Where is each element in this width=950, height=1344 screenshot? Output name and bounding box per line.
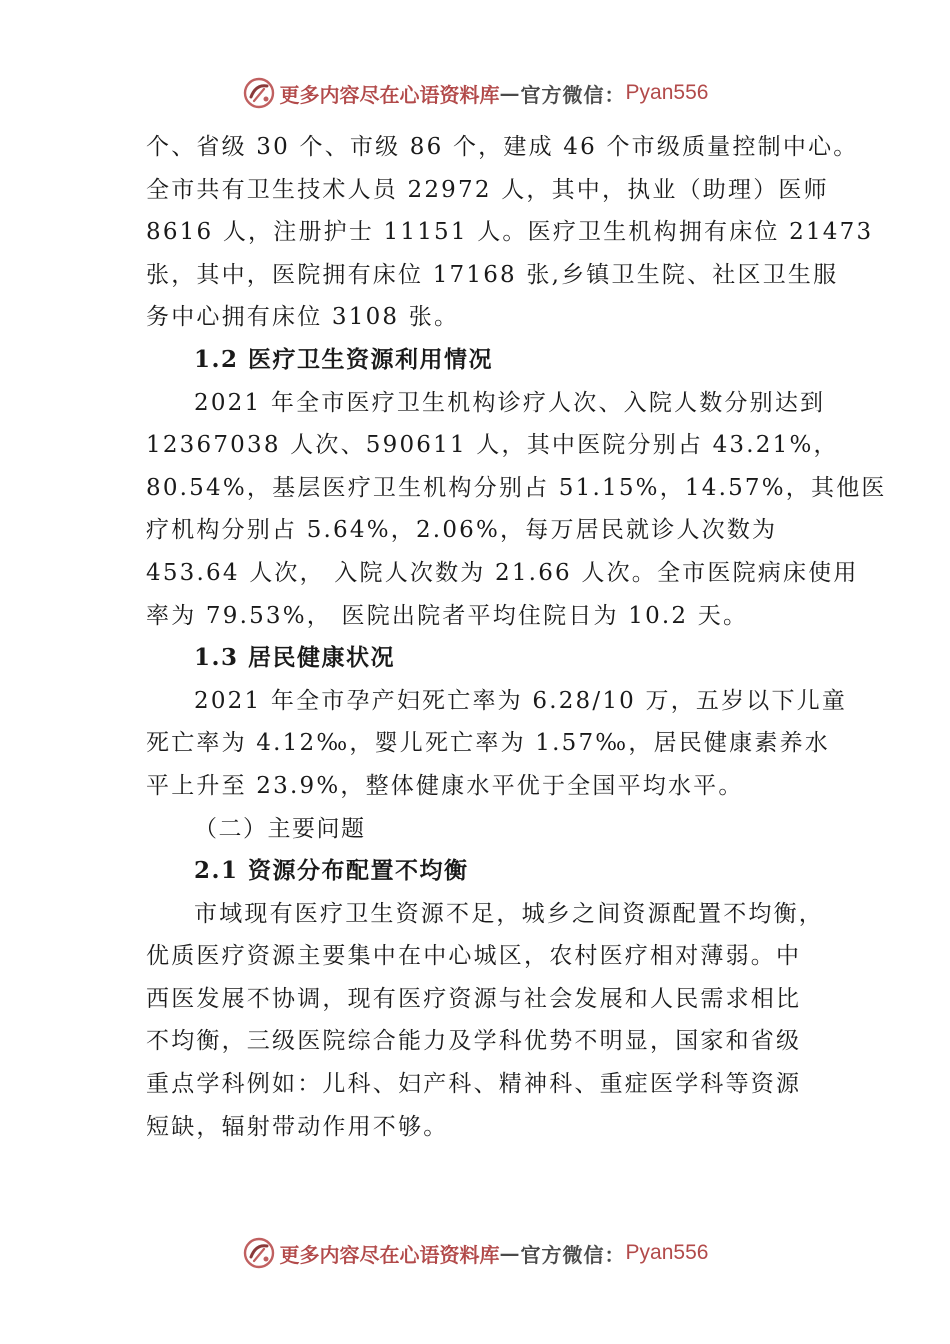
text-line: 重点学科例如：儿科、妇产科、精神科、重症医学科等资源 — [146, 1071, 802, 1098]
text-line: 张，其中，医院拥有床位 17168 张,乡镇卫生院、社区卫生服 — [146, 261, 839, 288]
seal-logo-icon — [242, 1236, 276, 1270]
banner-dash: — — [499, 81, 521, 105]
text-line: 死亡率为 4.12‰，婴儿死亡率为 1.57‰，居民健康素养水 — [146, 730, 830, 757]
text-line: 12367038 人次、590611 人，其中医院分别占 43.21%， — [146, 432, 839, 459]
document-body — [146, 126, 887, 1148]
banner-wechat-label: 官方微信： — [520, 1242, 626, 1267]
paragraph-resources — [146, 126, 874, 339]
text-line: 453.64 人次， 入院人次数为 21.66 人次。全市医院病床使用 — [146, 559, 859, 586]
footer-watermark — [0, 1233, 950, 1273]
text-line: 平上升至 23.9%，整体健康水平优于全国平均水平。 — [146, 772, 744, 799]
text-line: 务中心拥有床位 3108 张。 — [146, 304, 460, 331]
section-heading-1-2: 1.2 医疗卫生资源利用情况 — [194, 345, 494, 373]
text-line: 短缺，辐射带动作用不够。 — [146, 1113, 449, 1140]
text-line: 个、省级 30 个、市级 86 个，建成 46 个市级质量控制中心。 — [146, 134, 859, 160]
text-line: 8616 人，注册护士 11151 人。医疗卫生机构拥有床位 21473 — [146, 219, 874, 246]
banner-wechat-id: Pyan556 — [625, 1241, 709, 1264]
banner-slogan: 更多内容尽在心语资料库 — [279, 82, 500, 107]
section-heading-1-3: 1.3 居民健康状况 — [194, 644, 396, 672]
paragraph-utilization — [146, 382, 887, 638]
text-line: 不均衡，三级医院综合能力及学科优势不明显，国家和省级 — [146, 1028, 802, 1055]
section-heading-2-1: 2.1 资源分布配置不均衡 — [194, 857, 469, 885]
text-line: 市域现有医疗卫生资源不足，城乡之间资源配置不均衡， — [194, 900, 824, 927]
section-heading-main-problems: （二）主要问题 — [194, 815, 366, 842]
text-line: 优质医疗资源主要集中在中心城区，农村医疗相对薄弱。中 — [146, 943, 802, 970]
text-line: 80.54%，基层医疗卫生机构分别占 51.15%，14.57%，其他医 — [146, 474, 887, 501]
text-line: 西医发展不协调，现有医疗资源与社会发展和人民需求相比 — [146, 985, 802, 1012]
text-line: 全市共有卫生技术人员 22972 人，其中，执业（助理）医师 — [146, 176, 829, 203]
paragraph-distribution — [146, 893, 824, 1149]
banner-dash: — — [499, 1241, 521, 1265]
banner-wechat-label: 官方微信： — [520, 82, 626, 107]
paragraph-health-status — [146, 680, 848, 808]
seal-logo-icon — [242, 76, 276, 110]
header-watermark — [0, 73, 950, 113]
banner-wechat-id: Pyan556 — [625, 81, 709, 104]
text-line: 率为 79.53%， 医院出院者平均住院日为 10.2 天。 — [146, 602, 749, 629]
text-line: 2021 年全市孕产妇死亡率为 6.28/10 万，五岁以下儿童 — [194, 687, 848, 714]
text-line: 疗机构分别占 5.64%，2.06%，每万居民就诊人次数为 — [146, 517, 778, 544]
text-line: 2021 年全市医疗卫生机构诊疗人次、入院人数分别达到 — [194, 389, 826, 416]
banner-slogan: 更多内容尽在心语资料库 — [279, 1242, 500, 1267]
